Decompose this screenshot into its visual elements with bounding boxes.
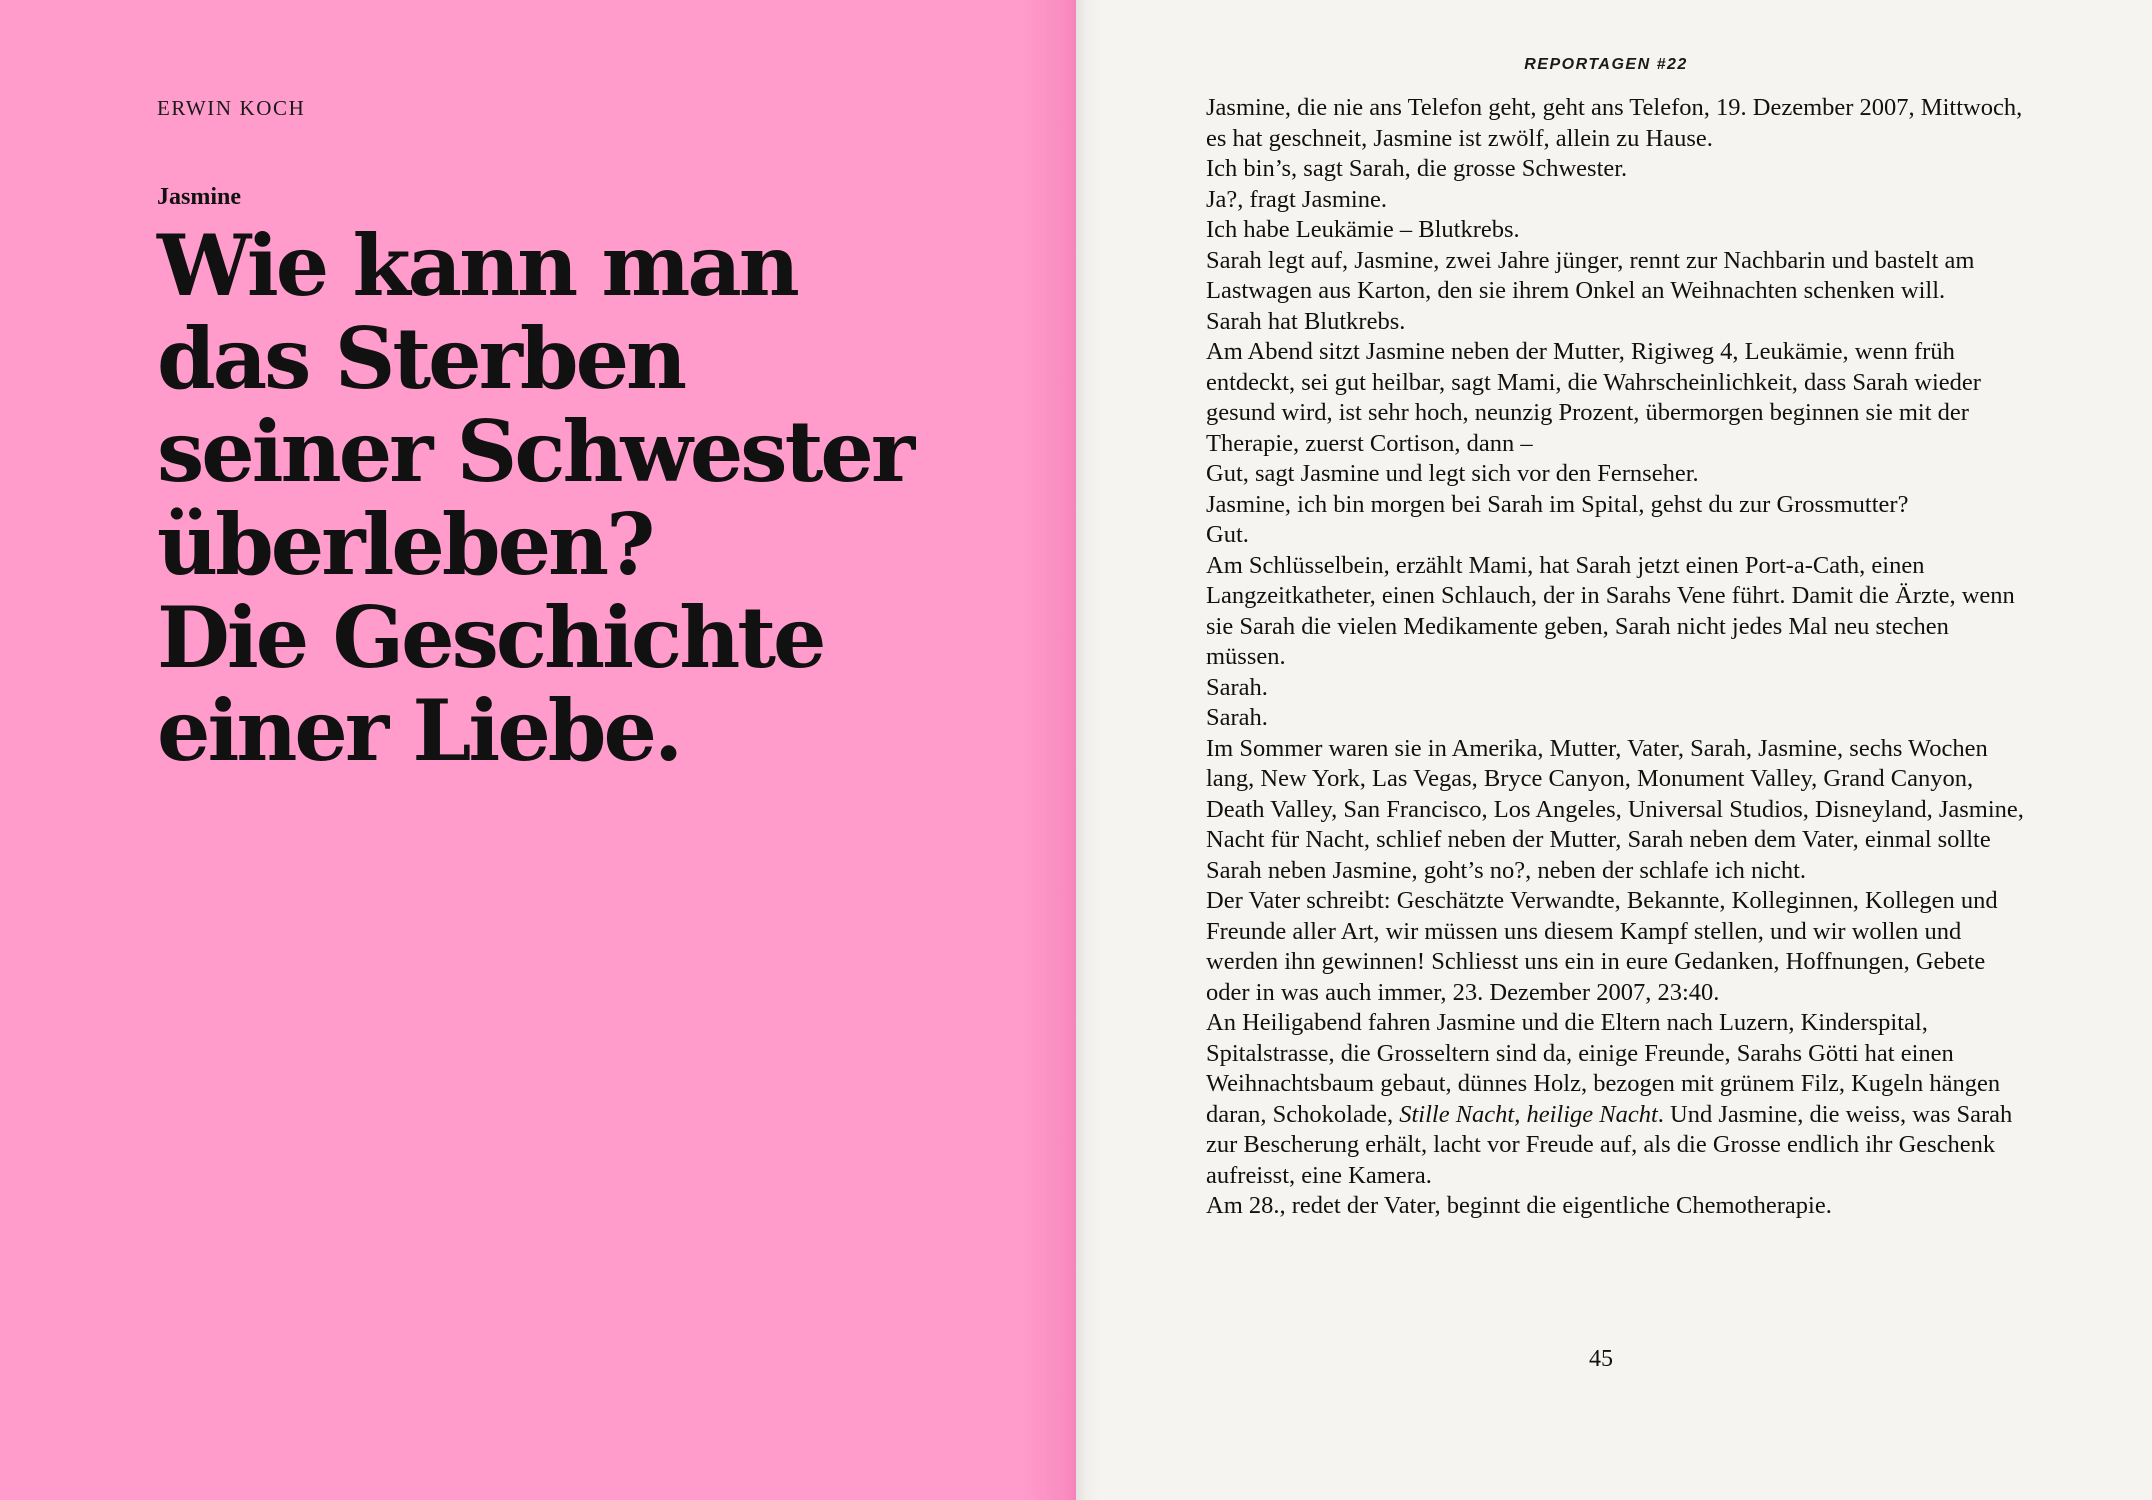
body-paragraph: Sarah. [1206,704,1268,731]
christmas-text-start: An Heiligabend fahren Jasmine und die Eltern nach Luzern, Kinderspital, Spitalstrasse, die Grosseltern sind da, einige Freunde, Sarahs Götti hat einen Weihnachtsbaum gebaut, dünnes Holz, bezogen mit grünem Filz, Kugeln hängen daran, Schokolade, [1206,1009,2001,1128]
body-paragraph: Am 28., redet der Vater, beginnt die eigentliche Chemotherapie. [1206,1192,1832,1219]
body-paragraph: Der Vater schreibt: Geschätzte Verwandte, Bekannte, Kolleginnen, Kollegen und Freunde aller Art, wir müssen uns diesem Kampf stellen, und wir wollen und werden ihn gewinnen! Schliesst uns ein in eure Gedanken, Hoffnungen, Gebete oder in was auch immer, 23. Dezember 2007, 23:40. [1206,887,1998,1006]
body-paragraph: Sarah. [1206,673,1268,701]
author-name: ERWIN KOCH [157,96,306,120]
headline-line: das Sterben [157,309,685,408]
body-paragraph: Gut, sagt Jasmine und legt sich vor den Fernseher. [1206,460,1699,487]
page-number: 45 [1589,1346,1613,1372]
christmas-text-end: . Und Jasmine, die weiss, was Sarah zur Bescherung erhält, lacht vor Freude auf, als die Grosse endlich ihr Geschenk aufreisst, eine Kamera. [1206,1100,2013,1189]
headline-line: Die Geschichte [157,588,824,687]
headline-line: Wie kann man [157,216,797,315]
headline-line: seiner Schwester [157,402,913,501]
article-body [1206,93,2026,1222]
body-paragraph: Im Sommer waren sie in Amerika, Mutter, Vater, Sarah, Jasmine, sechs Wochen lang, New York, Las Vegas, Bryce Canyon, Monument Valley, Grand Canyon, Death Valley, San Francisco, Los Angeles, Universal Studios, Disneyland, Jasmine, Nacht für Nacht, schlief neben der Mutter, Sarah neben dem Vater, einmal sollte Sarah neben Jasmine, goht’s no?, neben der schlafe ich nicht. [1206,734,2024,884]
body-paragraph-christmas [1206,1008,2026,1191]
article-headline [157,216,937,780]
body-paragraph: Sarah hat Blutkrebs. [1206,307,1406,335]
body-paragraph: Gut. [1206,521,1249,548]
body-paragraph: Sarah legt auf, Jasmine, zwei Jahre jünger, rennt zur Nachbarin und bastelt am Lastwagen aus Karton, den sie ihrem Onkel an Weihnachten schenken will. [1206,246,1975,304]
body-paragraph: Jasmine, ich bin morgen bei Sarah im Spital, gehst du zur Grossmutter? [1206,490,1909,518]
body-paragraph: Am Abend sitzt Jasmine neben der Mutter, Rigiweg 4, Leukämie, wenn früh entdeckt, sei gut heilbar, sagt Mami, die Wahrscheinlichkeit, dass Sarah wieder gesund wird, ist sehr hoch, neunzig Prozent, übermorgen beginnen sie mit der Therapie, zuerst Cortison, dann – [1206,338,1981,457]
body-paragraph: Jasmine, die nie ans Telefon geht, geht ans Telefon, 19. Dezember 2007, Mittwoch, es hat geschneit, Jasmine ist zwölf, allein zu Hause. [1206,94,2023,152]
song-title: Stille Nacht, heilige Nacht [1399,1100,1658,1128]
body-paragraph: Am Schlüsselbein, erzählt Mami, hat Sarah jetzt einen Port-a-Cath, einen Langzeitkatheter, einen Schlauch, der in Sarahs Vene führt. Damit die Ärzte, wenn sie Sarah die vielen Medikamente geben, Sarah nicht jedes Mal neu stechen müssen. [1206,551,2015,670]
running-head: REPORTAGEN #22 [1524,56,1688,73]
body-paragraph: Ja?, fragt Jasmine. [1206,185,1387,213]
article-kicker: Jasmine [157,184,241,210]
headline-line: überleben? [157,495,653,594]
body-paragraph: Ich habe Leukämie – Blutkrebs. [1206,216,1520,243]
headline-line: einer Liebe. [157,681,681,780]
body-paragraph: Ich bin’s, sagt Sarah, die grosse Schwester. [1206,155,1628,182]
